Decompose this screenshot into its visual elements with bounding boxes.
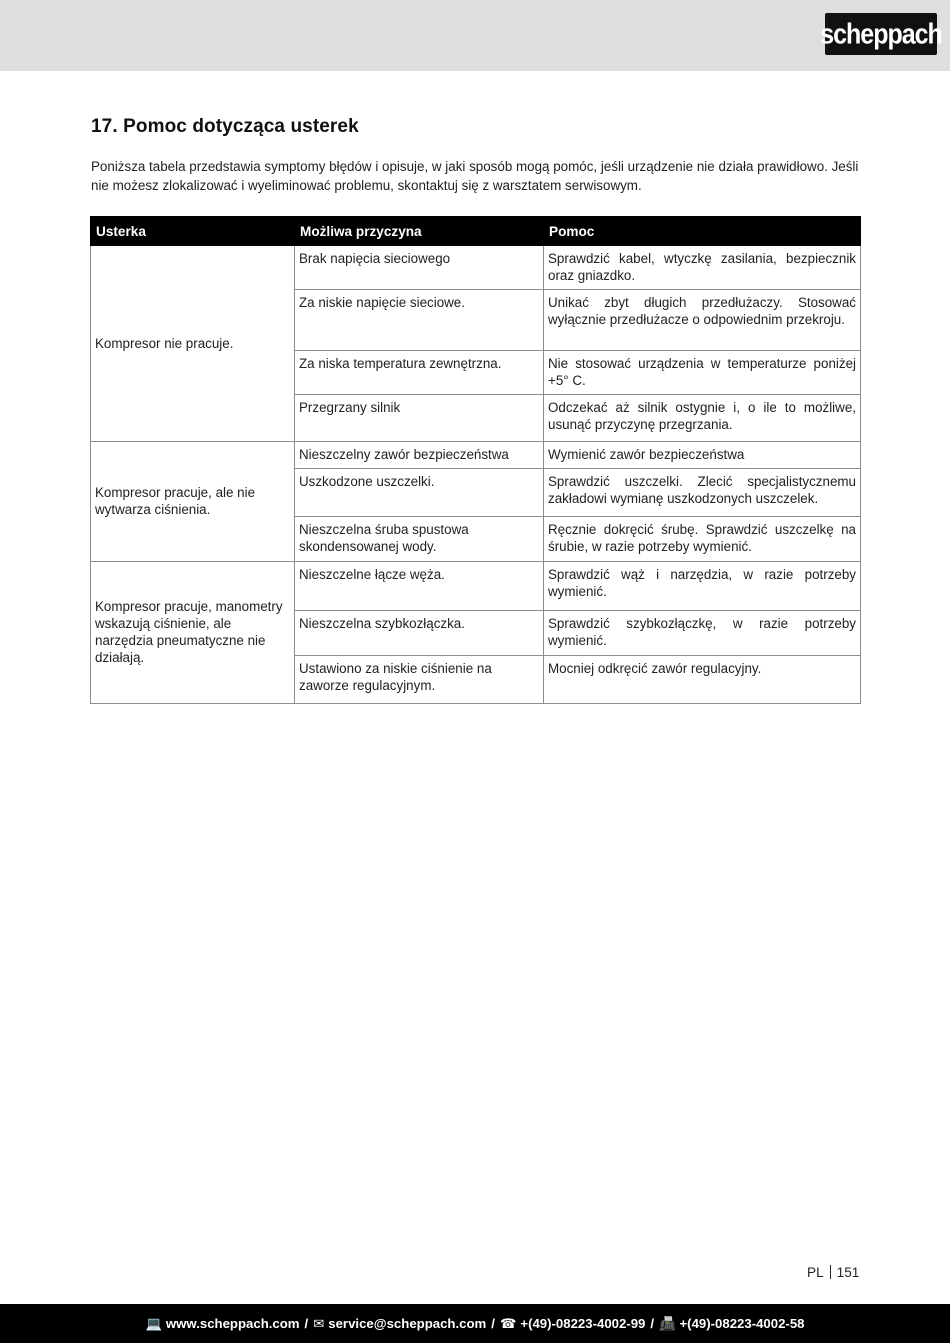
- cause-cell: Nieszczelna śruba spustowa skondensowanej wody.: [295, 517, 544, 562]
- page-number-footer: [807, 1265, 859, 1280]
- fix-cell: Unikać zbyt długich przedłużaczy. Stosować wyłącznie przedłużacze o odpowiednim przekroju.: [544, 290, 861, 351]
- table-row: [91, 442, 861, 469]
- fault-cell: Kompresor pracuje, manometry wskazują ciśnienie, ale narzędzia pneumatyczne nie działają.: [91, 562, 295, 704]
- fix-cell: Sprawdzić szybkozłączkę, w razie potrzeby wymienić.: [544, 611, 861, 656]
- fix-cell: Sprawdzić wąż i narzędzia, w razie potrzeby wymienić.: [544, 562, 861, 611]
- fix-cell: Sprawdzić kabel, wtyczkę zasilania, bezpiecznik oraz gniazdko.: [544, 246, 861, 290]
- contact-footer-band: [0, 1304, 950, 1343]
- footer-separator: /: [491, 1316, 495, 1331]
- footer-separator: /: [304, 1316, 309, 1331]
- cause-cell: Za niskie napięcie sieciowe.: [295, 290, 544, 351]
- cause-cell: Za niska temperatura zewnętrzna.: [295, 351, 544, 395]
- cause-cell: Uszkodzone uszczelki.: [295, 469, 544, 517]
- fault-cell: Kompresor nie pracuje.: [91, 246, 295, 442]
- fix-cell: Sprawdzić uszczelki. Zlecić specjalistycznemu zakładowi wymianę uszkodzonych uszczelek.: [544, 469, 861, 517]
- cause-cell: Nieszczelne łącze węża.: [295, 562, 544, 611]
- troubleshooting-table: [90, 216, 861, 704]
- fix-cell: Mocniej odkręcić zawór regulacyjny.: [544, 656, 861, 704]
- page-number: 151: [836, 1265, 860, 1280]
- computer-icon: 💻: [145, 1315, 162, 1331]
- cause-cell: Brak napięcia sieciowego: [295, 246, 544, 290]
- scheppach-logo: [820, 13, 942, 55]
- phone-number: +(49)-08223-4002-99: [520, 1316, 646, 1331]
- top-header-band: [0, 0, 950, 71]
- fault-cell: Kompresor pracuje, ale nie wytwarza ciśnienia.: [91, 442, 295, 562]
- page-separator: [830, 1265, 831, 1279]
- website-link[interactable]: www.scheppach.com: [165, 1316, 300, 1331]
- section-intro: Poniższa tabela przedstawia symptomy błędów i opisuje, w jaki sposób mogą pomóc, jeśli urządzenie nie działa prawidłowo. Jeśli nie możesz zlokalizować i wyeliminować problemu, skontaktuj się z warsztatem serwisowym.: [91, 159, 859, 193]
- fix-cell: Nie stosować urządzenia w temperaturze poniżej +5° C.: [544, 351, 861, 395]
- cause-cell: Nieszczelna szybkozłączka.: [295, 611, 544, 656]
- logo-text: scheppach: [820, 17, 942, 50]
- table-header-row: [91, 217, 861, 246]
- column-header-fault: Usterka: [91, 217, 295, 246]
- cause-cell: Nieszczelny zawór bezpieczeństwa: [295, 442, 544, 469]
- fax-number: +(49)-08223-4002-58: [679, 1316, 805, 1331]
- column-header-fix: Pomoc: [544, 217, 861, 246]
- section-title: 17. Pomoc dotycząca usterek: [91, 116, 359, 137]
- fix-cell: Wymienić zawór bezpieczeństwa: [544, 442, 861, 469]
- cause-cell: Ustawiono za niskie ciśnienie na zaworze regulacyjnym.: [295, 656, 544, 704]
- table-row: [91, 562, 861, 611]
- envelope-icon: ✉: [313, 1315, 325, 1331]
- telephone-icon: ☎: [499, 1315, 517, 1331]
- column-header-cause: Możliwa przyczyna: [295, 217, 544, 246]
- logo-wordmark: [820, 17, 942, 51]
- cause-cell: Przegrzany silnik: [295, 395, 544, 442]
- language-code: PL: [807, 1265, 824, 1280]
- email-link[interactable]: service@scheppach.com: [328, 1316, 487, 1331]
- footer-separator: /: [650, 1316, 655, 1331]
- fix-cell: Odczekać aż silnik ostygnie i, o ile to możliwe, usunąć przyczynę przegrzania.: [544, 395, 861, 442]
- fix-cell: Ręcznie dokręcić śrubę. Sprawdzić uszczelkę na śrubie, w razie potrzeby wymienić.: [544, 517, 861, 562]
- table-row: [91, 246, 861, 290]
- fax-icon: 📠: [659, 1315, 676, 1331]
